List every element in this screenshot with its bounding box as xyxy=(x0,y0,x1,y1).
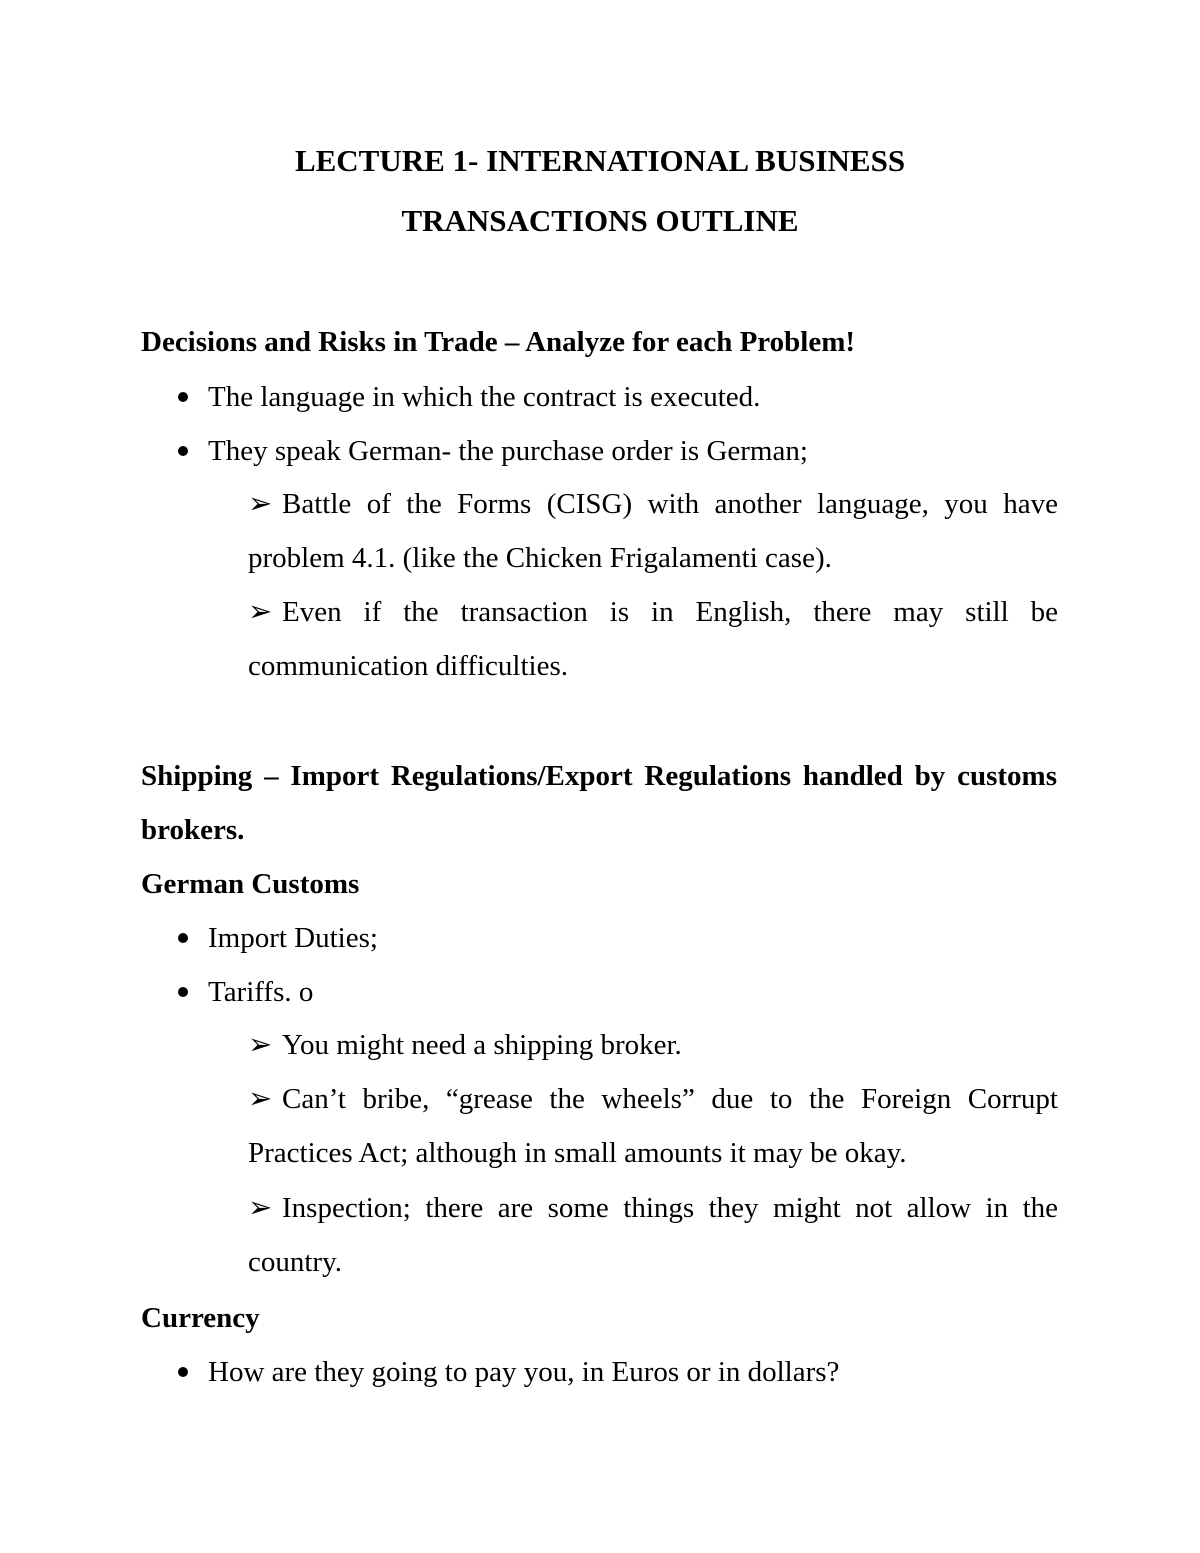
bullet-dot-icon xyxy=(178,933,188,943)
arrow-bullet-icon: ➢ xyxy=(248,1192,273,1224)
bullet-item xyxy=(178,381,760,414)
bullet-dot-icon xyxy=(178,1367,188,1377)
bullet-dot-icon xyxy=(178,987,188,997)
document-title-line-2: TRANSACTIONS OUTLINE xyxy=(401,203,799,238)
bullet-text: They speak German- the purchase order is German; xyxy=(208,435,808,467)
bullet-text: How are they going to pay you, in Euros or in dollars? xyxy=(208,1356,840,1388)
arrow-bullet-icon: ➢ xyxy=(248,488,273,520)
bullet-text: The language in which the contract is executed. xyxy=(208,381,761,413)
bullet-item xyxy=(178,976,313,1009)
sub-bullet-item xyxy=(248,477,1058,585)
bullet-dot-icon xyxy=(178,392,188,402)
sub-bullet-text: You might need a shipping broker. xyxy=(282,1029,682,1061)
sub-bullet-text: Battle of the Forms (CISG) with another language, you have problem 4.1. (like the Chicken Frigalamenti case). xyxy=(248,488,1058,574)
bullet-text: Tariffs. o xyxy=(208,976,314,1008)
sub-bullet-text: Even if the transaction is in English, there may still be communication difficulties. xyxy=(248,596,1058,682)
bullet-text: Import Duties; xyxy=(208,922,378,954)
sub-bullet-item xyxy=(248,1018,1058,1072)
bullet-dot-icon xyxy=(178,446,188,456)
section-heading-shipping: Shipping – Import Regulations/Export Regulations handled by customs brokers. xyxy=(141,760,1057,846)
bullet-item xyxy=(178,922,378,955)
section-heading-currency: Currency xyxy=(141,1302,260,1334)
section-heading-customs: German Customs xyxy=(141,868,360,900)
document-title-line-1: LECTURE 1- INTERNATIONAL BUSINESS xyxy=(294,143,906,178)
section-heading-decisions: Decisions and Risks in Trade – Analyze for each Problem! xyxy=(141,326,856,358)
sub-bullet-text: Can’t bribe, “grease the wheels” due to the Foreign Corrupt Practices Act; although in small amounts it may be okay. xyxy=(248,1083,1058,1169)
sub-bullet-item xyxy=(248,1072,1058,1180)
arrow-bullet-icon: ➢ xyxy=(248,1029,273,1061)
bullet-item xyxy=(178,435,808,468)
arrow-bullet-icon: ➢ xyxy=(248,1083,273,1115)
sub-bullet-text: Inspection; there are some things they might not allow in the country. xyxy=(248,1192,1058,1278)
sub-bullet-item xyxy=(248,585,1058,693)
sub-bullet-item xyxy=(248,1181,1058,1289)
arrow-bullet-icon: ➢ xyxy=(248,596,273,628)
bullet-item xyxy=(178,1356,839,1389)
